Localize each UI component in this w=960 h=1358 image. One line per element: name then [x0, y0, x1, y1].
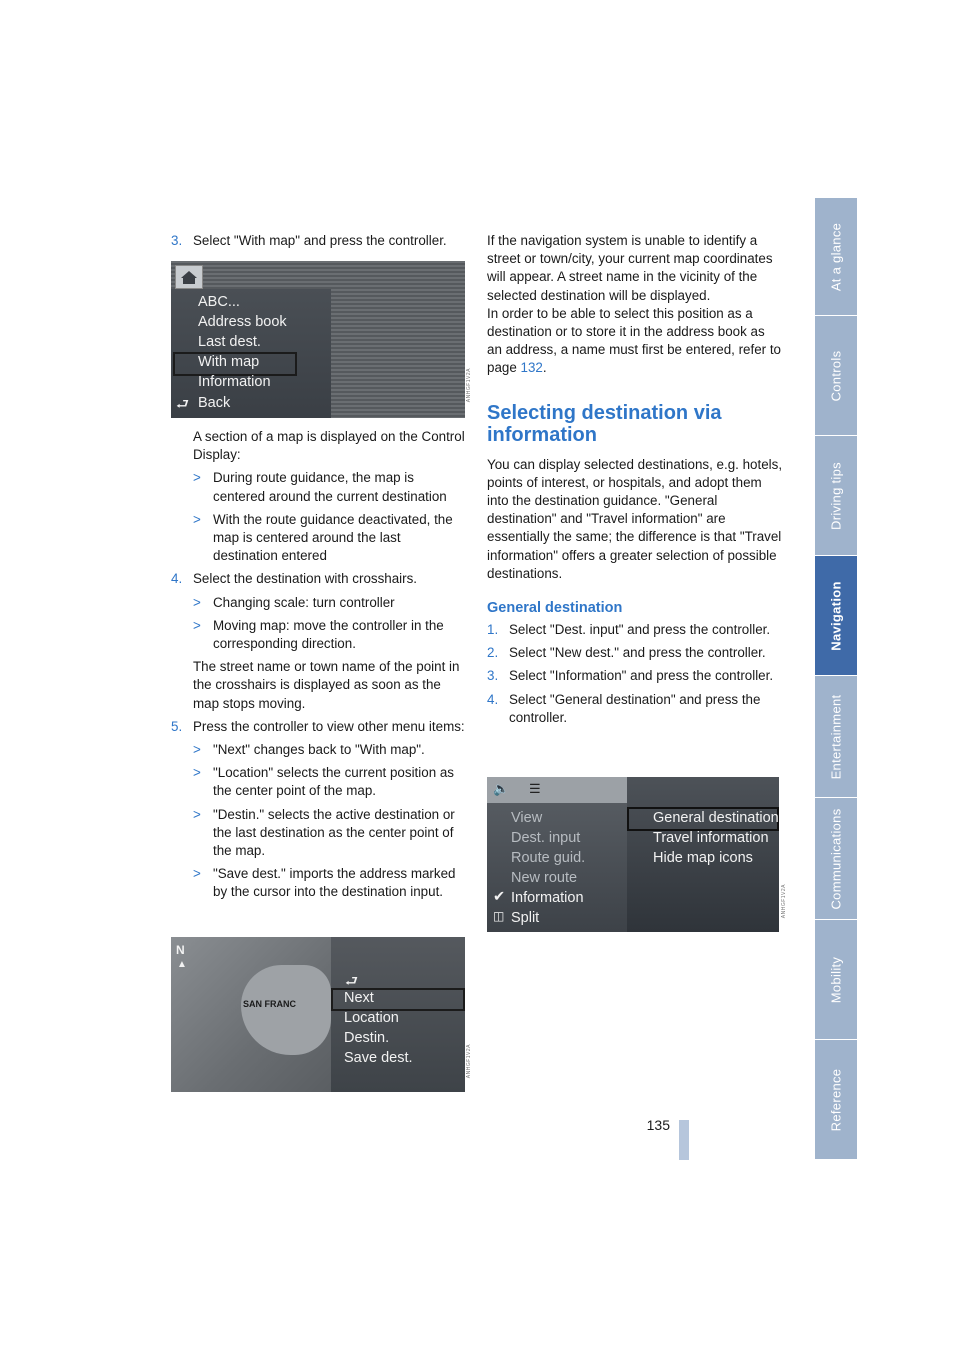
bullet: > During route guidance, the map is centered around the current destination — [193, 470, 447, 504]
step-3: 3. Select "Information" and press the controller. — [487, 668, 774, 684]
street-name-paragraph: The street name or town name of the point in the crosshairs is displayed as soon as the map stops moving. — [193, 659, 460, 711]
intro-paragraph-2: In order to be able to select this position as a destination or to store it in the address book as an address, a name must first be entered, refer to page 132. — [487, 305, 781, 376]
bullet: > Changing scale: turn controller — [193, 594, 395, 610]
tab-mobility[interactable]: Mobility — [815, 920, 857, 1040]
menu-item-back[interactable]: Back — [198, 395, 231, 411]
menu-item-with-map[interactable]: With map — [198, 354, 260, 370]
bullet: > "Location" selects the current position as the center point of the map. — [193, 765, 454, 799]
menu-icon[interactable]: ☰ — [529, 781, 541, 796]
menu-item-travel-information[interactable]: Travel information — [653, 830, 769, 846]
home-icon — [175, 265, 203, 289]
menu-item-dest-input[interactable]: Dest. input — [511, 830, 581, 846]
menu-item-last-dest[interactable]: Last dest. — [198, 334, 261, 350]
split-icon: ◫ — [493, 909, 505, 923]
step-3 — [171, 232, 467, 250]
menu-item-abc[interactable]: ABC... — [198, 294, 240, 310]
step-1: 1. Select "Dest. input" and press the controller. — [487, 622, 771, 638]
map-place-label: SAN FRANC — [243, 999, 296, 1009]
bullet: > Moving map: move the controller in the corresponding direction. — [193, 617, 444, 652]
menu-item-general-destination[interactable]: General destination — [653, 810, 779, 826]
menu-item-hide-map-icons[interactable]: Hide map icons — [653, 850, 753, 866]
tab-at-a-glance[interactable]: At a glance — [815, 198, 857, 316]
back-arrow-icon[interactable]: ⮐ — [345, 974, 359, 990]
back-arrow-icon: ⮐ — [176, 397, 190, 413]
page-link[interactable]: 132 — [520, 360, 543, 376]
left-column-text — [171, 428, 467, 902]
menu-item-split[interactable]: Split — [511, 910, 540, 926]
menu-item-address-book[interactable]: Address book — [198, 314, 287, 330]
bullet: > "Save dest." imports the address marked by the cursor into the destination input. — [193, 866, 456, 900]
bullet: > "Next" changes back to "With map". — [193, 742, 425, 758]
intro-paragraph-1: If the navigation system is unable to identify a street or town/city, your current map coordinates will appear. A street name in the vicinity of the selected destination will be displayed. — [487, 233, 773, 303]
step-number: 3. — [171, 233, 183, 248]
map-intro: A section of a map is displayed on the Control Display: — [193, 429, 465, 463]
tab-communications[interactable]: Communications — [815, 798, 857, 920]
section-paragraph: You can display selected destinations, e.g. hotels, points of interest, or hospitals, and adopt them into the destination guidance. "General destination" and "Travel information" are essentially the same; the difference is that "Travel information" offers a greater selection of possible destinations. — [487, 456, 783, 581]
step-5: 5. Press the controller to view other menu items: — [171, 718, 465, 734]
menu-item-route-guid[interactable]: Route guid. — [511, 850, 586, 866]
tab-reference[interactable]: Reference — [815, 1040, 857, 1160]
check-icon: ✔ — [493, 889, 506, 905]
subsection-heading: General destination — [487, 600, 623, 617]
step-4: 4. Select "General destination" and press the controller. — [487, 691, 761, 725]
menu-item-destin[interactable]: Destin. — [344, 1030, 390, 1046]
section-heading: Selecting destination via information — [487, 401, 722, 446]
screen-information-menu — [487, 777, 779, 932]
menu-item-location[interactable]: Location — [344, 1010, 399, 1026]
tab-navigation[interactable]: Navigation — [815, 556, 857, 676]
step-2: 2. Select "New dest." and press the controller. — [487, 645, 766, 661]
step-4: 4. Select the destination with crosshairs. — [171, 571, 418, 587]
menu-item-information[interactable]: Information — [511, 890, 584, 906]
step-text: Select "With map" and press the controller. — [193, 233, 447, 248]
tab-controls[interactable]: Controls — [815, 316, 857, 436]
menu-item-view[interactable]: View — [511, 810, 543, 826]
bullet: > With the route guidance deactivated, the map is centered around the last destination entered — [193, 511, 453, 564]
bullet: > "Destin." selects the active destination or the last destination as the center point of the map. — [193, 806, 455, 859]
page-marker-bar — [679, 1120, 689, 1160]
tab-entertainment[interactable]: Entertainment — [815, 676, 857, 798]
image-code: ANHGF1V2A — [781, 884, 787, 919]
page-number: 135 — [646, 1117, 670, 1133]
left-column — [171, 232, 467, 250]
menu-item-information[interactable]: Information — [198, 374, 271, 390]
north-indicator-icon: N — [176, 943, 185, 957]
screen-map-menu — [171, 937, 465, 1092]
tab-driving-tips[interactable]: Driving tips — [815, 436, 857, 556]
menu-item-save-dest[interactable]: Save dest. — [344, 1050, 413, 1066]
menu-item-new-route[interactable]: New route — [511, 870, 578, 886]
compass-arrow-icon: ▲ — [177, 959, 187, 970]
menu-item-next[interactable]: Next — [344, 990, 374, 1006]
right-column — [487, 232, 783, 727]
screen-destination-menu — [171, 261, 465, 418]
image-code: ANHGF1V2A — [466, 1044, 472, 1079]
image-code: ANHGF1V2A — [466, 368, 472, 403]
speaker-icon[interactable]: 🔈 — [493, 781, 510, 796]
